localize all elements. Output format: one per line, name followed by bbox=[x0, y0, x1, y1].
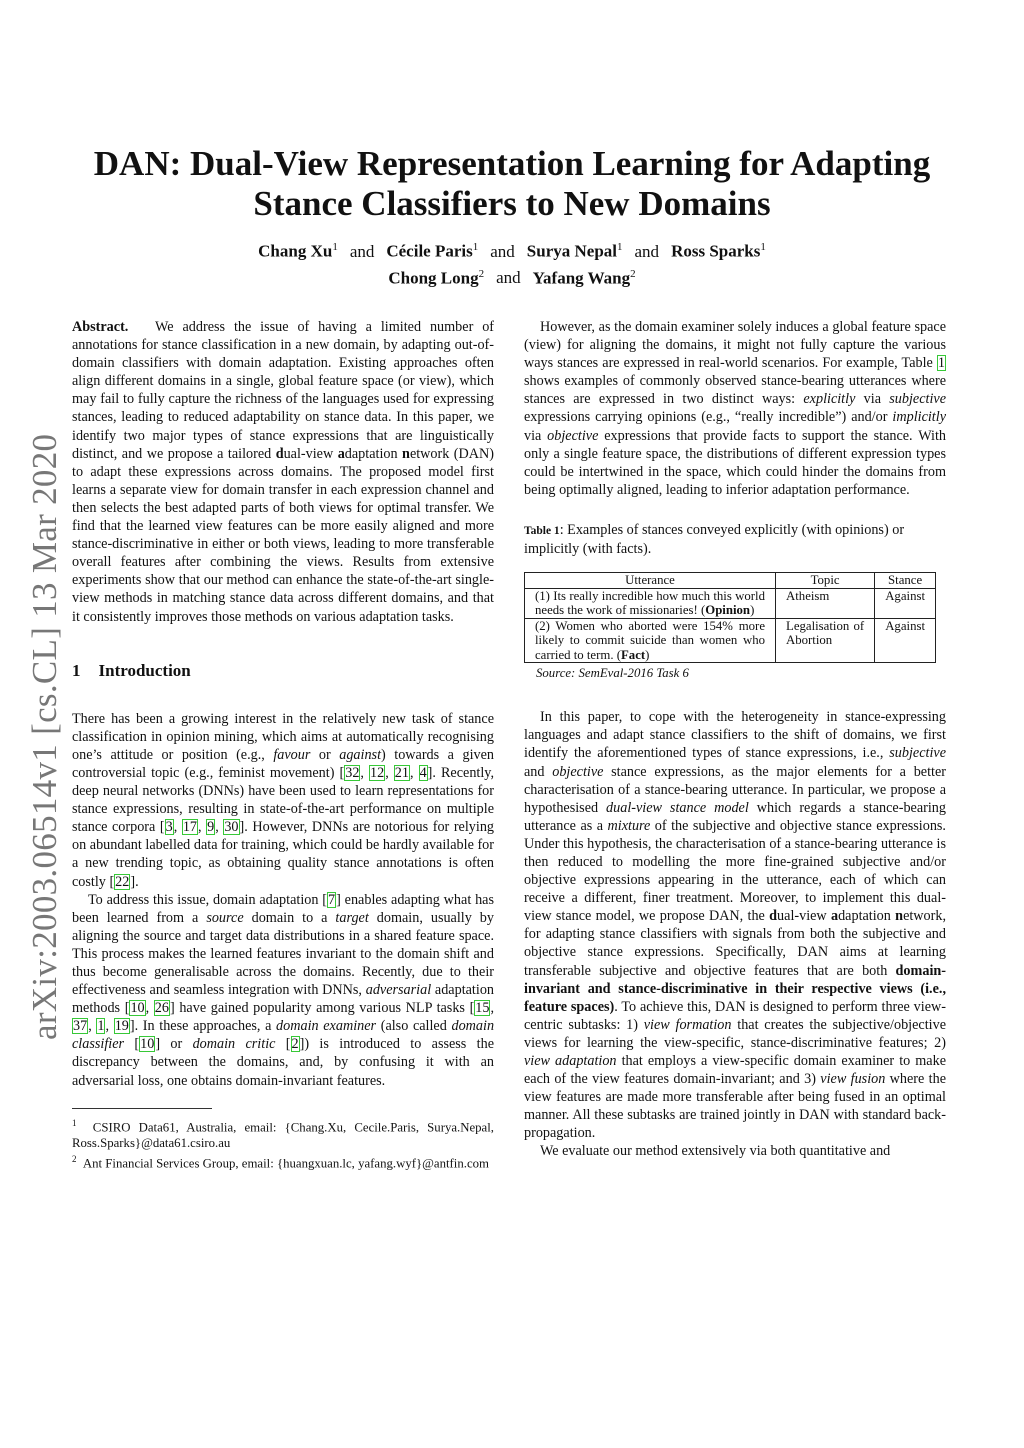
citation-link[interactable]: 1 bbox=[97, 1018, 105, 1035]
abstract-text: daptation bbox=[344, 445, 403, 462]
body-text: ual-view bbox=[777, 908, 831, 925]
right-paragraph-2 bbox=[524, 708, 946, 1142]
body-text: . To achieve this, DAN is designed to perform three view-centric subtasks: 1) bbox=[524, 998, 946, 1033]
utterance-text: ) bbox=[750, 603, 755, 618]
footnote-mark: 1 bbox=[72, 1117, 77, 1128]
conjunction: and bbox=[634, 241, 660, 261]
title-line-2: Stance Classifiers to New Domains bbox=[253, 184, 771, 223]
citation-link[interactable]: 10 bbox=[140, 1036, 155, 1053]
body-text: . However, DNNs are notorious for relying on abundant labelled data for training, which could be hardly available for a new trending topic, as obtaining quality stance annotations is often costly bbox=[72, 819, 495, 890]
citation-link[interactable]: 30 bbox=[224, 819, 239, 836]
body-text: or bbox=[310, 746, 340, 763]
right-paragraph-1 bbox=[524, 318, 946, 499]
utterance-text: ) bbox=[645, 647, 650, 662]
acronym-letter: d bbox=[769, 908, 778, 925]
table-row bbox=[525, 618, 936, 663]
emphasis: view adaptation bbox=[524, 1053, 617, 1069]
emphasis: adversarial bbox=[365, 982, 432, 999]
topic-cell: Atheism bbox=[776, 588, 875, 618]
body-text: expressions that provide facts to support the stance. With only a single feature space, the distributions of different expression types could be intertwined in the space, which could hinder the domains from being optimally aligned, leading to inferior adaptation performance. bbox=[524, 427, 946, 498]
citation-link[interactable]: 4 bbox=[419, 764, 427, 781]
acronym-letter: n bbox=[895, 908, 904, 925]
right-column bbox=[524, 318, 946, 1161]
acronym-letter: a bbox=[830, 908, 839, 925]
footnote-text: CSIRO Data61, Australia, email: {Chang.Xu, Cecile.Paris, Surya.Nepal, Ross.Sparks}@data61.csiro.au bbox=[72, 1119, 494, 1150]
body-text bbox=[275, 1036, 285, 1052]
stance-cell: Against bbox=[875, 618, 936, 663]
utterance-text: (1) Its really incredible how much this world needs the work of missionaries! ( bbox=[535, 588, 765, 618]
footnote-divider bbox=[72, 1108, 212, 1109]
body-text: that creates the subjective/objective views for learning the view-specific, stance-discriminative features; 2) bbox=[524, 1016, 946, 1051]
table-header-row bbox=[525, 573, 936, 589]
body-text: via bbox=[855, 391, 890, 408]
author-name: Ross Sparks bbox=[671, 241, 761, 261]
citation-link[interactable]: 26 bbox=[154, 1000, 169, 1017]
body-text: expressions carrying opinions (e.g., “really incredible”) and/or bbox=[524, 409, 893, 426]
body-text: To address this issue, domain adaptation bbox=[88, 891, 323, 908]
abstract-text: etwork (DAN) to adapt these expressions across domains. The proposed model first learns a separate view for domain transfer in each expression channel and then selects the best adapted parts of both views for optimal transfer. We find that the learned view features can be more easily aligned and more stance-discriminative in either or both views, leading to more transferable overall features after combining the views. Results from extensive experiments show that our method can enhance the state-of-the-art single-view methods in matching stance data across different domains, and that it consistently improves those methods on various adaptation tasks. bbox=[72, 445, 494, 625]
emphasis: dual-view stance model bbox=[606, 799, 749, 816]
utterance-cell bbox=[525, 618, 776, 663]
footnote-mark: 2 bbox=[72, 1153, 77, 1164]
bold-emphasis: domain-invariant and stance-discriminative in their respective views (i.e., feature spaces) bbox=[524, 962, 946, 1015]
emphasis: domain critic bbox=[192, 1036, 276, 1053]
intro-paragraph-2: To address this issue, domain adaptation [7] enables adapting what has been learned from a source domain to a target domain, usually by aligning the source and target data distributions in a shared feature space. This process makes the learned features invariant to the domain shift and thus become generalisable across the domains. Recently, due to their effectiveness and seamless integration with DNNs, adversarial adaptation methods [10, 26] have gained popularity among various NLP tasks [15, 37, 1, 19]. In these approaches, a domain examiner (also called domain classifier [10] or domain critic [2]) is introduced to assess the discrepancy between the domains, and, by confusing it with an adversarial loss, one obtains domain-invariant features. bbox=[72, 891, 495, 1089]
emphasis: target bbox=[335, 909, 369, 926]
abstract-text: ual-view bbox=[283, 445, 338, 462]
affiliation-mark: 1 bbox=[760, 241, 766, 253]
table-caption bbox=[524, 521, 946, 558]
body-text: of the subjective and objective stance expressions. Under this hypothesis, the characterisation of a stance-bearing utterance is then reduced to modelling the more fine-grained subjective and/or objective expressions appearing in the utterance, each of which can receive a different, finer treatment. Moreover, to implement this dual-view stance model, we propose DAN, the bbox=[524, 817, 946, 925]
affiliation-mark: 1 bbox=[472, 241, 479, 253]
intro-paragraph-1: There has been a growing interest in the relatively new task of stance classification in opinion mining, which aims at automatically recognising one’s attitude or position (e.g., favour or against) towards a given controversial topic (e.g., feminist movement) [32, 12, 21, 4]. Recently, deep neural networks (DNNs) have been used to learn representations for stance expressions, resulting in state-of-the-art performance on multiple stance corpora [3, 17, 9, 30]. However, DNNs are notorious for relying on abundant labelled data for training, which could be hardly available for a new trending topic, as obtaining quality stance annotations is often costly [22]. bbox=[72, 710, 495, 890]
utterance-cell bbox=[525, 588, 776, 618]
author-name: Cécile Paris bbox=[386, 241, 473, 261]
affiliation-mark: 2 bbox=[630, 267, 636, 280]
section-title: Introduction bbox=[98, 660, 191, 680]
author-name: Chang Xu bbox=[258, 241, 333, 261]
author-name: Surya Nepal bbox=[526, 241, 618, 261]
emphasis: source bbox=[206, 909, 244, 926]
column-header: Topic bbox=[776, 573, 875, 589]
body-text: enables adapting what has been learned from a bbox=[72, 891, 494, 926]
acronym-letter: d bbox=[275, 445, 284, 462]
body-text: . In these approaches, a bbox=[134, 1018, 277, 1035]
abstract-text: We address the issue of having a limited number of annotations for stance classification in a new domain, by adapting out-of-domain classifiers with domain adaptation. Existing approaches often align different domains in a single, global feature space (or view), which may fail to fully capture the richness of the languages used for expressing stances, leading to reduced adaptability on stance data. In this paper, we identify two major types of stance expressions that are linguistically distinct, and we propose a tailored bbox=[72, 319, 495, 462]
citation-link[interactable]: 32 bbox=[345, 764, 360, 781]
right-paragraph-3: We evaluate our method extensively via both quantitative and bbox=[540, 1143, 891, 1160]
body-text: ) towards a given controversial topic (e.g., feminist movement) bbox=[72, 746, 494, 781]
stance-cell: Against bbox=[875, 588, 936, 618]
acronym-letter: a bbox=[337, 445, 345, 462]
body-text: In this paper, to cope with the heterogeneity in stance-expressing languages and adapt stance classifiers to the shift of domains, we first identify the aforementioned types of stance expressions, i.e., bbox=[524, 709, 946, 762]
paper-title bbox=[60, 144, 964, 224]
emphasis: favour bbox=[273, 746, 311, 763]
citation-link[interactable]: 19 bbox=[114, 1018, 129, 1035]
emphasis: objective bbox=[552, 763, 604, 780]
emphasis: view fusion bbox=[820, 1071, 886, 1088]
body-text: . Recently, deep neural networks (DNNs) have been used to learn representations for stance expressions, resulting in state-of-the-art performance on multiple stance corpora bbox=[72, 764, 495, 836]
citation-link[interactable]: 22 bbox=[115, 873, 130, 890]
body-text: where the view features are made more transferable after being fused in an optimal manner. All these subtasks are trained jointly in DAN with standard back-propagation. bbox=[524, 1071, 947, 1142]
section-heading-introduction bbox=[72, 662, 494, 680]
citation-link[interactable]: 12 bbox=[370, 764, 385, 781]
stance-examples-table bbox=[524, 572, 936, 663]
column-header: Stance bbox=[875, 573, 936, 589]
body-text: that employs a view-specific domain examiner to make each of the view features domain-invariant; and 3) bbox=[524, 1053, 946, 1088]
topic-cell: Legalisation of Abortion bbox=[776, 618, 875, 663]
body-text: ) is introduced to assess the discrepancy between the domains, and, by confusing it with an adversarial loss, one obtains domain-invariant features. bbox=[72, 1036, 495, 1089]
citation-link[interactable]: 3 bbox=[165, 819, 173, 836]
body-text: domain to a bbox=[243, 909, 336, 926]
utterance-type: Opinion bbox=[705, 603, 751, 618]
emphasis: explicitly bbox=[803, 391, 856, 408]
affiliation-mark: 1 bbox=[617, 241, 623, 253]
body-text: domain, usually by aligning the source and target data distributions in a shared feature space. This process makes the learned features invariant to the domain shift and thus become generalisable across the domains. Recently, due to their effectiveness and seamless integration with DNNs, bbox=[72, 909, 494, 999]
conjunction: and bbox=[496, 268, 521, 288]
citation-link[interactable]: 9 bbox=[207, 819, 215, 836]
citation-link[interactable]: 10 bbox=[130, 1000, 145, 1017]
footnote-1 bbox=[72, 1115, 494, 1151]
citation-link[interactable]: 7 bbox=[328, 891, 336, 908]
body-text: . bbox=[135, 873, 139, 890]
body-text: However, as the domain examiner solely induces a global feature space (view) for aligning the domains, it might not fully capture the various ways stances are expressed in real-world scenarios. For example, Table bbox=[524, 319, 946, 372]
citation-link[interactable]: 2 bbox=[291, 1036, 299, 1053]
body-text: There has been a growing interest in the relatively new task of stance classification in opinion mining, which aims at automatically recognising one’s attitude or position (e.g., bbox=[72, 710, 494, 763]
title-line-1: DAN: Dual-View Representation Learning for Adapting bbox=[93, 144, 931, 183]
conjunction: and bbox=[349, 241, 375, 261]
table-caption-text: : Examples of stances conveyed explicitly (with opinions) or implicitly (with facts). bbox=[524, 521, 905, 558]
table-reference-link[interactable]: 1 bbox=[937, 355, 945, 372]
arxiv-identifier: arXiv:2003.06514v1 [cs.CL] 13 Mar 2020 bbox=[25, 433, 64, 1040]
body-text: etwork, for adapting stance classifiers with signals from both the subjective and objective stance expressions. Specifically, DAN aims at learning transferable subjective and objective features that are both bbox=[524, 908, 947, 979]
conjunction: and bbox=[490, 241, 515, 261]
author-name: Yafang Wang bbox=[532, 268, 631, 288]
acronym-letter: n bbox=[402, 445, 410, 462]
author-line-1 bbox=[100, 236, 924, 263]
emphasis: mixture bbox=[607, 817, 651, 834]
author-list bbox=[100, 236, 924, 289]
section-number: 1 bbox=[72, 660, 81, 680]
author-name: Chong Long bbox=[388, 268, 479, 288]
emphasis: view formation bbox=[643, 1016, 732, 1033]
abstract bbox=[72, 318, 494, 626]
affiliation-mark: 1 bbox=[332, 241, 338, 253]
utterance-type: Fact bbox=[620, 647, 646, 662]
emphasis: subjective bbox=[889, 745, 946, 762]
emphasis: against bbox=[339, 746, 382, 763]
citation-link[interactable]: 21 bbox=[394, 764, 409, 781]
emphasis: objective bbox=[547, 427, 599, 444]
body-text: and bbox=[524, 763, 553, 780]
body-text: adaptation methods bbox=[72, 982, 495, 1017]
emphasis: domain examiner bbox=[276, 1018, 377, 1035]
table-row bbox=[525, 588, 936, 618]
utterance-text: (2) Women who aborted were 154% more likely to commit suicide than women who carried to term. ( bbox=[535, 618, 765, 662]
citation-link[interactable]: 15 bbox=[475, 1000, 490, 1017]
emphasis: implicitly bbox=[892, 409, 946, 426]
table-caption-label: Table 1 bbox=[524, 524, 560, 537]
emphasis: subjective bbox=[889, 391, 946, 408]
body-text: stance expressions, as the major elements for a better characterisation of a stance-bearing utterance. In particular, we propose a hypothesised bbox=[524, 763, 946, 816]
table-source-note: Source: SemEval-2016 Task 6 bbox=[536, 666, 689, 681]
body-text: (also called bbox=[376, 1018, 452, 1035]
author-line-2 bbox=[100, 263, 924, 290]
body-text: have gained popularity among various NLP tasks bbox=[174, 1000, 470, 1017]
column-header: Utterance bbox=[525, 573, 776, 589]
emphasis: domain classifier bbox=[72, 1018, 495, 1053]
affiliation-mark: 2 bbox=[478, 267, 485, 280]
body-text: or bbox=[160, 1036, 193, 1053]
footnote-2 bbox=[72, 1151, 494, 1171]
left-column bbox=[72, 318, 494, 1171]
citation-link[interactable]: 37 bbox=[73, 1018, 88, 1035]
body-text: which regards a stance-bearing utterance as a bbox=[524, 799, 946, 834]
citation-link[interactable]: 17 bbox=[182, 819, 198, 836]
body-text: shows examples of commonly observed stance-bearing utterances where stances are expressed in two distinct ways: bbox=[524, 373, 946, 408]
body-text: via bbox=[524, 427, 548, 444]
footnote-text: Ant Financial Services Group, email: {huangxuan.lc, yafang.wyf}@antfin.com bbox=[82, 1156, 489, 1171]
body-text bbox=[124, 1036, 134, 1052]
body-text: daptation bbox=[838, 908, 896, 925]
abstract-label: Abstract. bbox=[72, 319, 129, 335]
